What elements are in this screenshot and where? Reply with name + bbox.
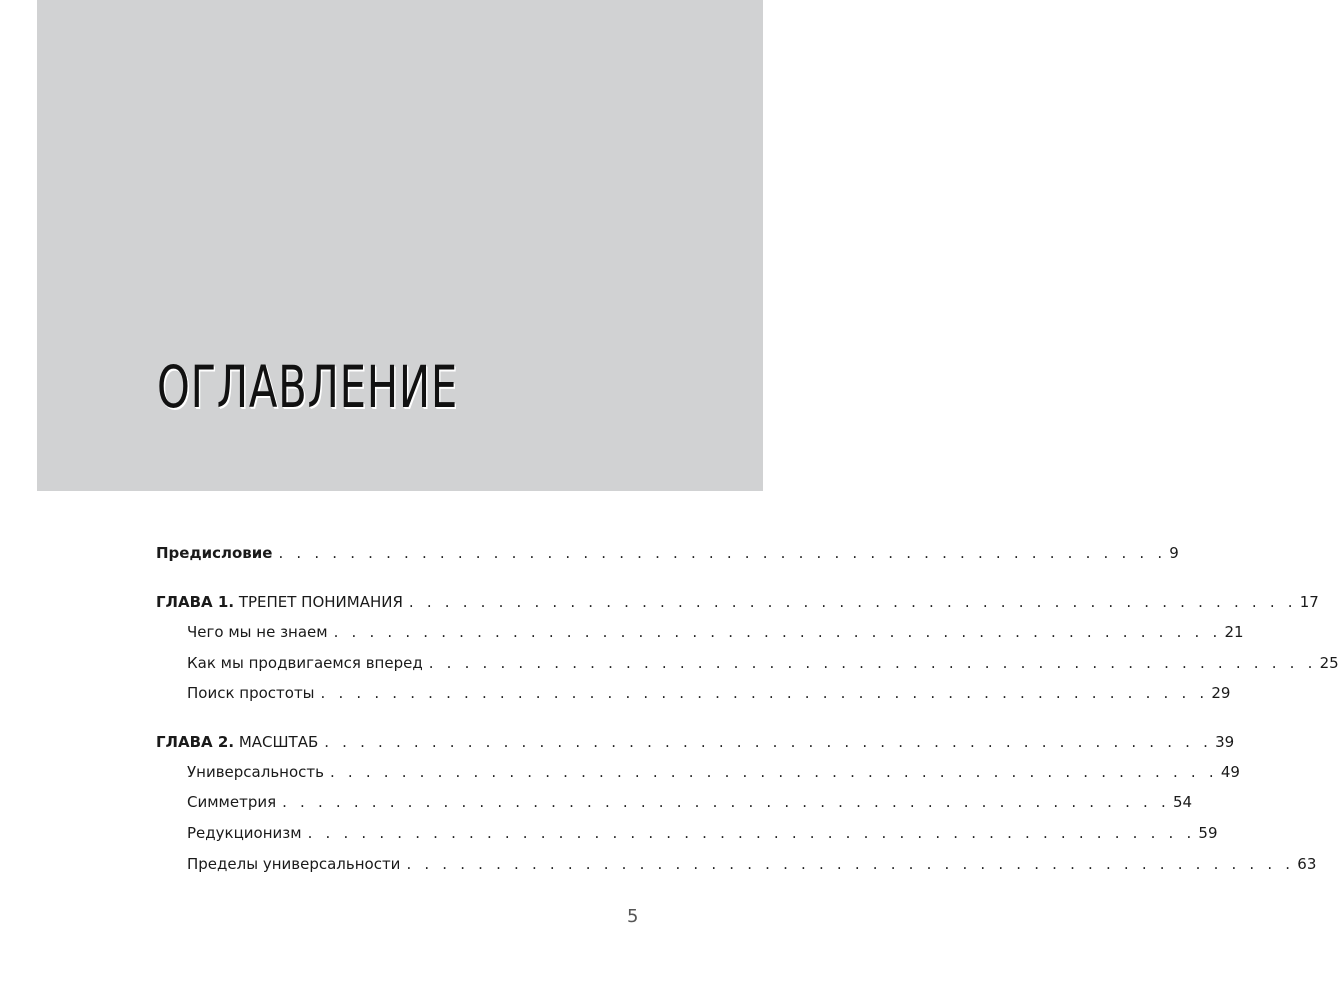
toc-entry-prefix: ГЛАВА 1. xyxy=(156,593,235,611)
toc-entry-label xyxy=(156,541,272,565)
toc-entry-prefix: ГЛАВА 2. xyxy=(156,733,235,751)
toc-entry-title: МАСШТАБ xyxy=(238,733,319,751)
page-number: 5 xyxy=(627,906,639,927)
toc-entry-title: Чего мы не знаем xyxy=(187,623,328,641)
toc-entry-label xyxy=(156,590,403,614)
toc-entry-section[interactable] xyxy=(187,790,1193,814)
toc-entry-title: ТРЕПЕТ ПОНИМАНИЯ xyxy=(238,593,403,611)
toc-leader-dots: . . . . . . . . . . . . . . . . . . . . . . . . . . . . . . . . . . . . . . . . . . . . . . . . . . xyxy=(324,733,1213,751)
toc-page-number: 39 xyxy=(1215,733,1235,751)
toc-entry-title: Симметрия xyxy=(187,793,277,811)
toc-leader-dots: . . . . . . . . . . . . . . . . . . . . . . . . . . . . . . . . . . . . . . . . . . . . . . . . . . xyxy=(408,593,1297,611)
toc-page-number: 49 xyxy=(1220,763,1240,781)
toc-leader-dots: . . . . . . . . . . . . . . . . . . . . . . . . . . . . . . . . . . . . . . . . . . . . . . . . . . xyxy=(307,824,1196,842)
toc-leader-dots: . . . . . . . . . . . . . . . . . . . . . . . . . . . . . . . . . . . . . . . . . . . . . . . . . . xyxy=(428,654,1317,672)
toc-entry-title: Редукционизм xyxy=(187,824,302,842)
toc-page-number: 17 xyxy=(1299,593,1319,611)
toc-entry-section[interactable] xyxy=(187,852,1317,876)
toc-leader-dots: . . . . . . . . . . . . . . . . . . . . . . . . . . . . . . . . . . . . . . . . . . . . . . . . . . xyxy=(320,684,1209,702)
toc-entry-prefix: Предисловие xyxy=(156,544,273,562)
toc-entry-chapter-2[interactable] xyxy=(156,730,1235,754)
toc-leader-dots: . . . . . . . . . . . . . . . . . . . . . . . . . . . . . . . . . . . . . . . . . . . . . . . . . . xyxy=(329,763,1218,781)
toc-page-number: 25 xyxy=(1319,654,1339,672)
toc-entry-section[interactable] xyxy=(187,760,1240,784)
toc-entry-title: Универсальность xyxy=(187,763,324,781)
toc-entry-title: Как мы продвигаемся вперед xyxy=(187,654,423,672)
toc-entry-title: Пределы универсальности xyxy=(187,855,401,873)
toc-page-number: 9 xyxy=(1169,544,1179,562)
toc-leader-dots: . . . . . . . . . . . . . . . . . . . . . . . . . . . . . . . . . . . . . . . . . . . . . . . . . . xyxy=(333,623,1222,641)
toc-entry-section[interactable] xyxy=(187,651,1339,675)
toc-page-number: 29 xyxy=(1211,684,1231,702)
toc-entry-preface[interactable] xyxy=(156,541,1179,565)
toc-page-number: 54 xyxy=(1172,793,1193,811)
toc-entry-title: Поиск простоты xyxy=(187,684,315,702)
toc-entry-chapter-1[interactable] xyxy=(156,590,1319,614)
toc-page-number: 63 xyxy=(1297,855,1317,873)
toc-page-number: 59 xyxy=(1198,824,1218,842)
toc-entry-section[interactable] xyxy=(187,821,1218,845)
toc-leader-dots: . . . . . . . . . . . . . . . . . . . . . . . . . . . . . . . . . . . . . . . . . . . . . . . . . . xyxy=(278,544,1167,562)
toc-entry-label xyxy=(156,730,318,754)
toc-page-number: 21 xyxy=(1224,623,1244,641)
toc-entry-section[interactable] xyxy=(187,620,1244,644)
toc-entry-section[interactable] xyxy=(187,681,1231,705)
toc-leader-dots: . . . . . . . . . . . . . . . . . . . . . . . . . . . . . . . . . . . . . . . . . . . . . . . . . . xyxy=(406,855,1295,873)
toc-leader-dots: . . . . . . . . . . . . . . . . . . . . . . . . . . . . . . . . . . . . . . . . . . . . . . . . . . xyxy=(282,793,1170,811)
page-title: ОГЛАВЛЕНИЕ xyxy=(157,353,458,421)
